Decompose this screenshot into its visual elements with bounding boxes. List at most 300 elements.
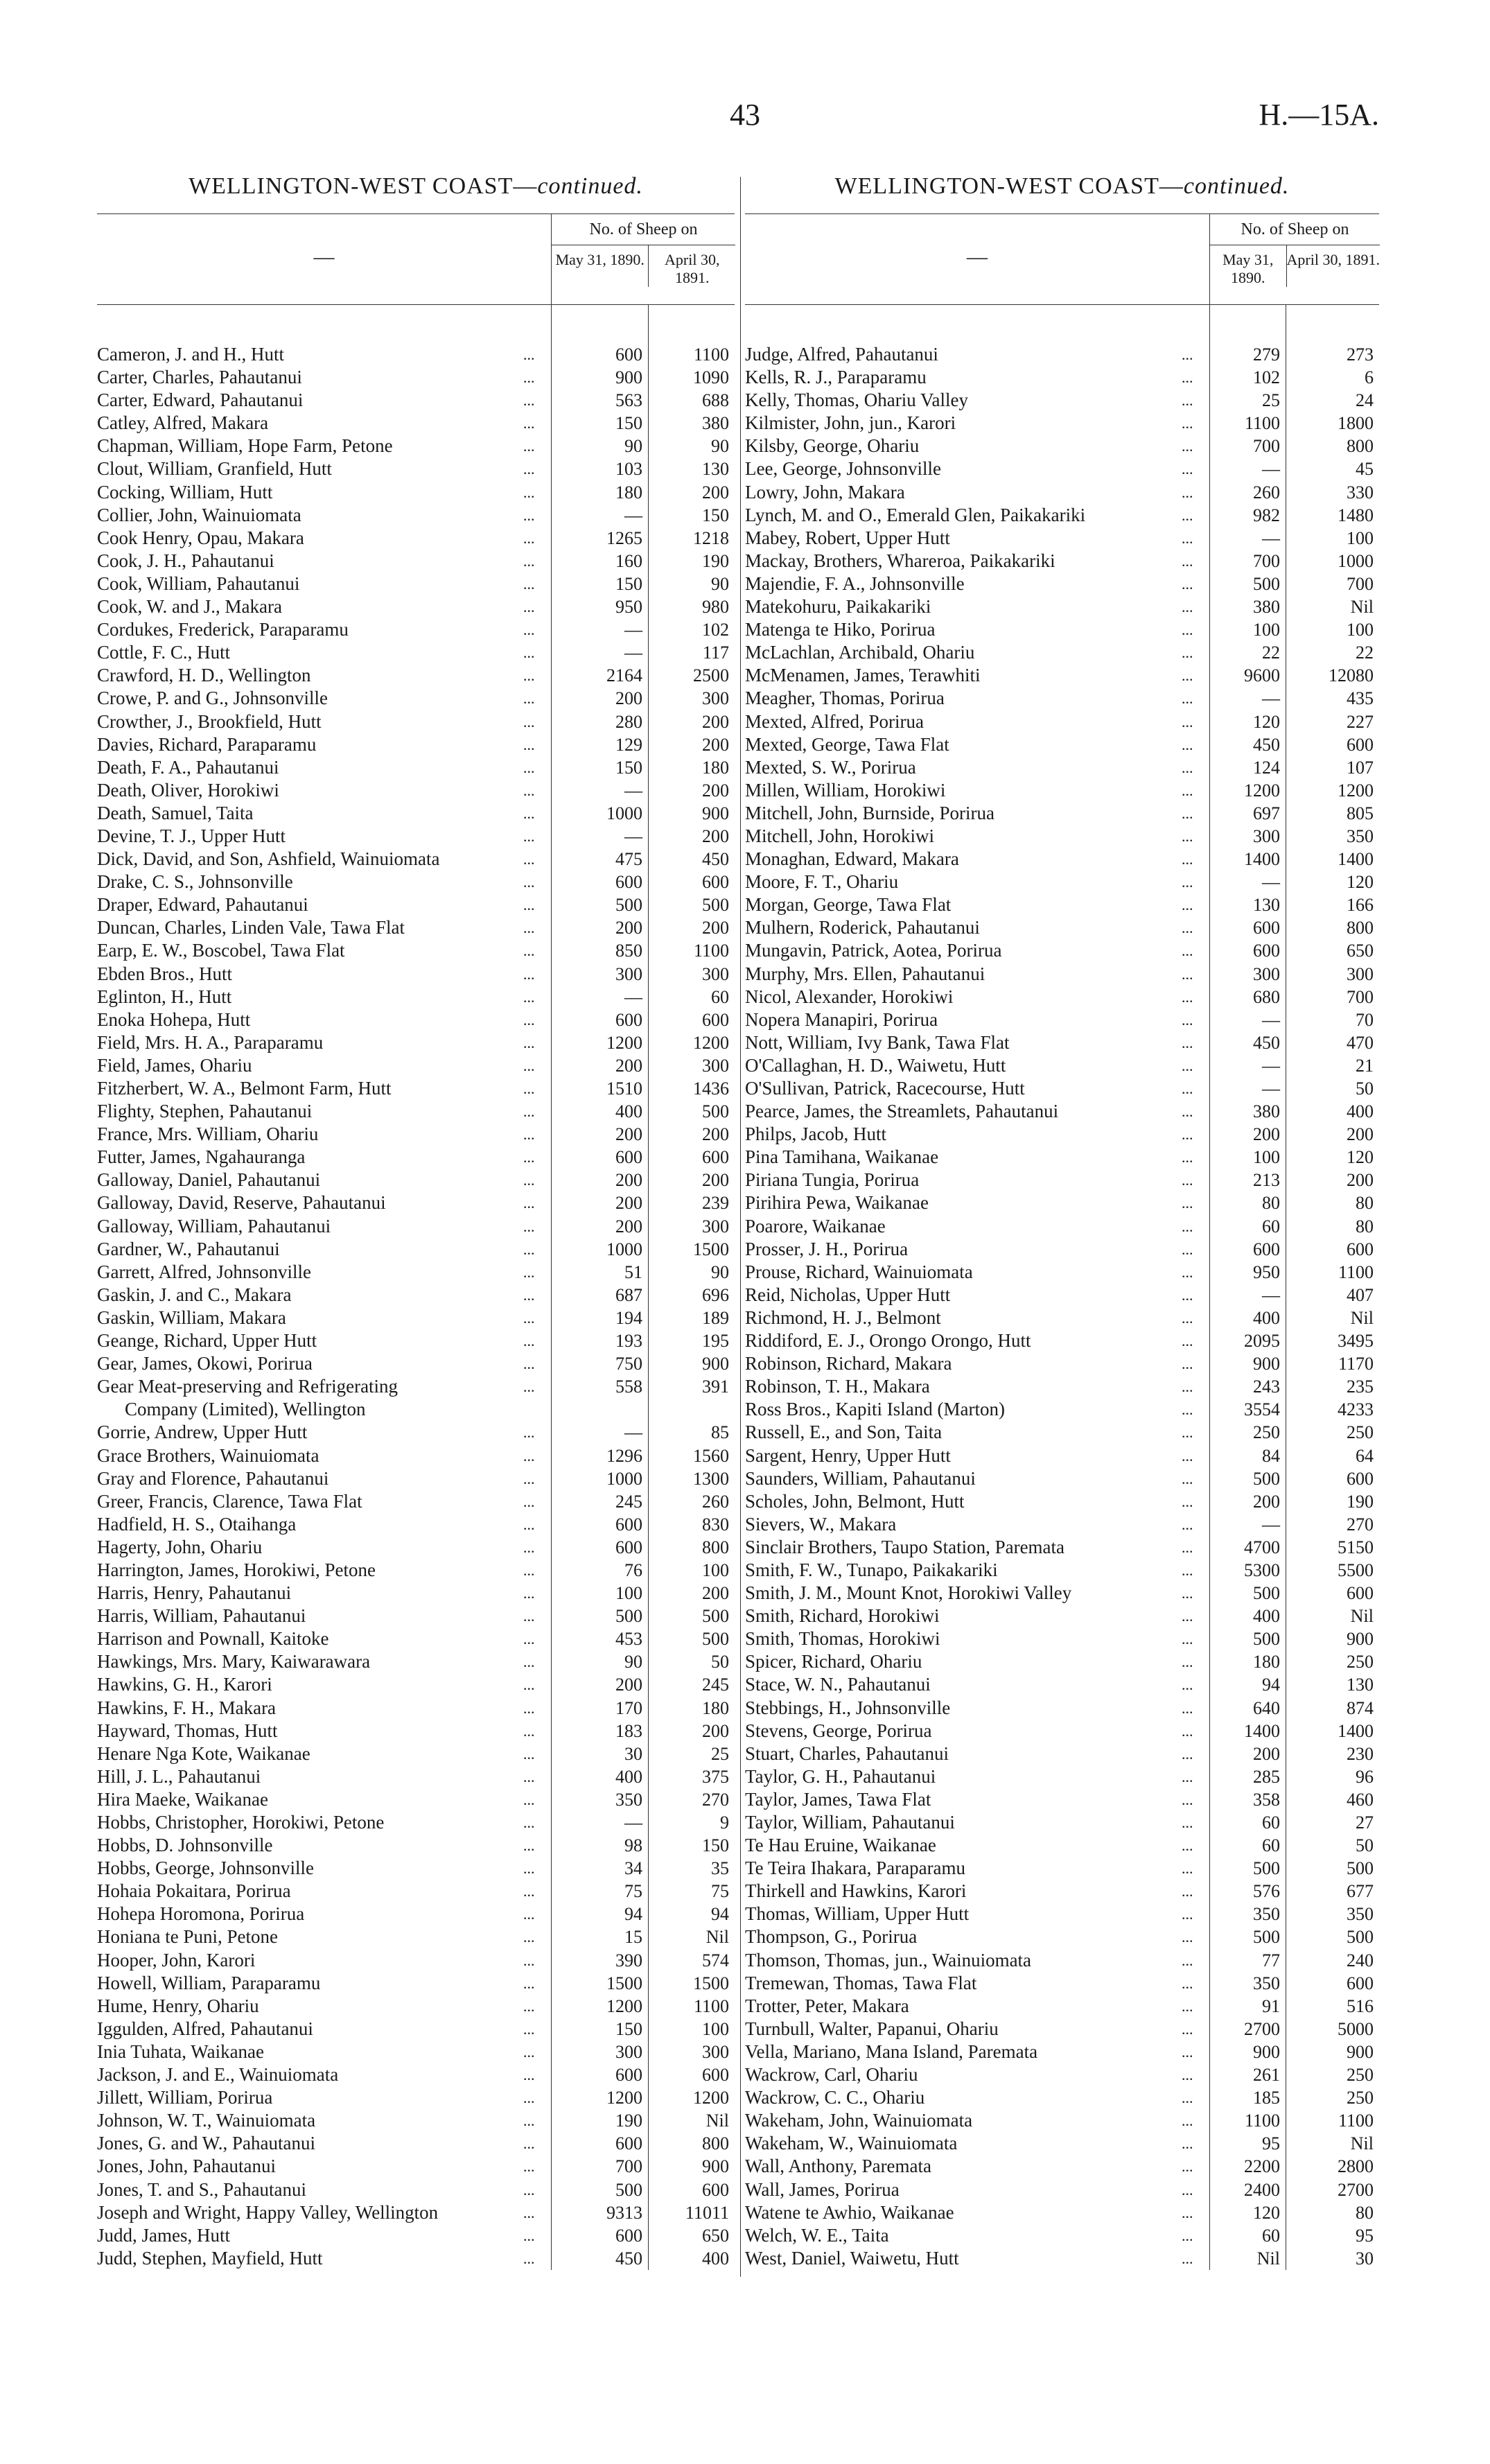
table-row [745, 848, 1379, 871]
leader-dots: ... [1182, 735, 1193, 753]
sheep-1890: 500 [615, 2179, 642, 2200]
table-body [97, 343, 735, 2270]
sheep-1890: 60 [1262, 2225, 1280, 2246]
sheep-1890: — [1262, 1514, 1280, 1535]
sheep-1891: 11011 [685, 2202, 729, 2223]
sheep-1890: 100 [1253, 620, 1280, 640]
leader-dots: ... [523, 1767, 535, 1785]
sheep-1890: 600 [1253, 1239, 1280, 1259]
table-row [97, 1742, 735, 1765]
sheep-1891: 117 [702, 643, 729, 663]
sheep-1890: 2400 [1244, 2179, 1280, 2200]
leader-dots: ... [523, 2066, 535, 2084]
table-row [97, 2155, 735, 2178]
sheep-1891: 435 [1347, 688, 1374, 709]
leader-dots: ... [523, 2043, 535, 2061]
owner-name: Geange, Richard, Upper Hutt [97, 1330, 317, 1352]
owner-name: Hadfield, H. S., Otaihanga [97, 1513, 297, 1535]
table-row [745, 1925, 1379, 1948]
leader-dots: ... [1182, 1332, 1193, 1350]
owner-name: Cook Henry, Opau, Makara [97, 527, 304, 548]
owner-name: Riddiford, E. J., Orongo Orongo, Hutt [745, 1330, 1031, 1352]
owner-name: Howell, William, Paraparamu [97, 1972, 321, 1993]
sheep-1891: 600 [702, 2179, 729, 2200]
leader-dots: ... [523, 2158, 535, 2176]
leader-dots: ... [523, 414, 535, 432]
leader-dots: ... [1182, 1492, 1193, 1510]
owner-name: Hooper, John, Karori [97, 1949, 256, 1971]
table-row [97, 1284, 735, 1307]
table-row [745, 1697, 1379, 1720]
table-row [97, 664, 735, 687]
sheep-1890: 2164 [606, 665, 642, 686]
table-row [745, 825, 1379, 848]
table-body [745, 343, 1379, 2270]
sheep-1890: 558 [615, 1377, 642, 1397]
sheep-1891: 900 [1347, 2041, 1374, 2062]
owner-name: Lynch, M. and O., Emerald Glen, Paikakariki [745, 504, 1086, 525]
leader-dots: ... [523, 1584, 535, 1602]
sheep-1890: 390 [615, 1950, 642, 1971]
table-row [745, 664, 1379, 687]
group-header-label: No. of Sheep on [552, 214, 735, 245]
leader-dots: ... [1182, 392, 1193, 410]
owner-name: Jones, G. and W., Pahautanui [97, 2133, 315, 2154]
table-row [97, 1490, 735, 1513]
owner-name: Mexted, S. W., Porirua [745, 756, 916, 778]
leader-dots: ... [1182, 437, 1193, 455]
owner-name: Wall, James, Porirua [745, 2178, 900, 2200]
leader-dots: ... [523, 1997, 535, 2015]
table-row [97, 412, 735, 435]
owner-name: Nicol, Alexander, Horokiwi [745, 986, 954, 1007]
leader-dots: ... [523, 735, 535, 753]
leader-dots: ... [523, 827, 535, 845]
column-divider [740, 177, 741, 2277]
sheep-1890: 1400 [1244, 849, 1280, 870]
table-row [745, 733, 1379, 756]
sheep-1891: 800 [702, 1537, 729, 1557]
sheep-1891: 107 [1347, 757, 1374, 778]
leader-dots: ... [1182, 2135, 1193, 2153]
table-row [745, 1811, 1379, 1834]
owner-name: Duncan, Charles, Linden Vale, Tawa Flat [97, 917, 405, 938]
table-row [745, 939, 1379, 962]
sheep-1890: 5300 [1244, 1559, 1280, 1580]
table-row [97, 366, 735, 389]
leader-dots: ... [523, 2112, 535, 2130]
sheep-1890: 680 [1253, 986, 1280, 1007]
table-row [745, 1834, 1379, 1857]
owner-name: Cook, W. and J., Makara [97, 596, 282, 618]
sheep-1890: 600 [615, 2065, 642, 2086]
sheep-1890: — [1262, 1055, 1280, 1076]
name-column-header: — [967, 245, 988, 268]
table-row [97, 1031, 735, 1054]
table-row [97, 2132, 735, 2155]
owner-name: Matenga te Hiko, Porirua [745, 619, 936, 640]
section-title-text: WELLINGTON-WEST COAST— [189, 173, 538, 199]
leader-dots: ... [523, 1745, 535, 1763]
sheep-1891: 25 [711, 1743, 729, 1764]
leader-dots: ... [523, 392, 535, 410]
leader-dots: ... [523, 1790, 535, 1808]
owner-name: Pearce, James, the Streamlets, Pahautanui [745, 1101, 1059, 1122]
table-row [97, 618, 735, 641]
sheep-1890: 95 [1262, 2133, 1280, 2154]
owner-name: Cook, J. H., Pahautanui [97, 550, 274, 571]
sheep-1890: 180 [1253, 1652, 1280, 1672]
sheep-1890: 129 [615, 734, 642, 755]
sheep-1891: 95 [1356, 2225, 1374, 2246]
leader-dots: ... [1182, 1699, 1193, 1717]
sheep-1891: 90 [711, 1261, 729, 1282]
sheep-1890: — [624, 620, 642, 640]
leader-dots: ... [1182, 1814, 1193, 1831]
sheep-1891: 1480 [1338, 505, 1374, 525]
sheep-1891: 250 [1347, 1652, 1374, 1672]
owner-name: Sinclair Brothers, Taupo Station, Paremata [745, 1536, 1065, 1557]
owner-name: France, Mrs. William, Ohariu [97, 1124, 319, 1145]
owner-name: Cottle, F. C., Hutt [97, 642, 231, 663]
owner-name: Mexted, Alfred, Porirua [745, 710, 924, 732]
table-row [97, 1421, 735, 1444]
owner-name: Mungavin, Patrick, Aotea, Porirua [745, 940, 1002, 961]
sheep-1891: 102 [702, 620, 729, 640]
column-rule [551, 305, 552, 2270]
sheep-1890: 900 [1253, 1354, 1280, 1374]
table-row [97, 1605, 735, 1627]
owner-name: Mitchell, John, Burnside, Porirua [745, 802, 994, 823]
sheep-1890: 600 [615, 1009, 642, 1030]
sheep-1890: — [624, 505, 642, 525]
sheep-1890: 160 [615, 550, 642, 571]
table-row [745, 1513, 1379, 1536]
table-row [745, 1949, 1379, 1972]
sheep-1891: 22 [1356, 643, 1374, 663]
sheep-1891: 200 [702, 780, 729, 801]
sheep-1890: 600 [615, 1514, 642, 1535]
leader-dots: ... [523, 1607, 535, 1625]
table-row [745, 1765, 1379, 1788]
table-row [97, 1650, 735, 1673]
owner-name: Taylor, James, Tawa Flat [745, 1788, 931, 1810]
sheep-1891: 200 [1347, 1124, 1374, 1145]
sheep-1891: 200 [702, 1170, 729, 1191]
sheep-1890: 380 [1253, 597, 1280, 618]
table-row [745, 1467, 1379, 1490]
sheep-1891: 516 [1347, 1995, 1374, 2016]
sheep-1890: 600 [1253, 941, 1280, 961]
table-row [97, 2224, 735, 2247]
table-row [97, 1880, 735, 1903]
sheep-1891: 1800 [1338, 413, 1374, 434]
leader-dots: ... [523, 1056, 535, 1074]
leader-dots: ... [523, 781, 535, 799]
leader-dots: ... [523, 621, 535, 639]
sheep-1890: 750 [615, 1354, 642, 1374]
sheep-1890: — [624, 986, 642, 1007]
owner-name: Cook, William, Pahautanui [97, 573, 300, 594]
sheep-1891: 120 [1347, 872, 1374, 893]
sheep-1890: 200 [1253, 1491, 1280, 1512]
table-row [745, 1421, 1379, 1444]
table-row [97, 2178, 735, 2201]
sheep-1891: 600 [702, 1009, 729, 1030]
sheep-1890: 2095 [1244, 1331, 1280, 1352]
sheep-1890: 380 [1253, 1101, 1280, 1122]
sheep-1891: 300 [702, 2041, 729, 2062]
leader-dots: ... [1182, 529, 1193, 547]
leader-dots: ... [1182, 781, 1193, 799]
leader-dots: ... [1182, 1905, 1193, 1923]
owner-name: Kilsby, George, Ohariu [745, 435, 920, 457]
sheep-1890: 400 [615, 1766, 642, 1787]
leader-dots: ... [523, 1126, 535, 1144]
sheep-1891: 12080 [1329, 665, 1374, 686]
table-row [97, 1513, 735, 1536]
owner-name: Collier, John, Wainuiomata [97, 504, 301, 525]
sheep-1890: 200 [615, 1055, 642, 1076]
sheep-1890: 700 [1253, 550, 1280, 571]
table-row [745, 1307, 1379, 1329]
table-row [745, 1146, 1379, 1169]
sheep-1890: 260 [1253, 482, 1280, 503]
sheep-1891: 600 [1347, 1239, 1374, 1259]
owner-name: Eglinton, H., Hutt [97, 986, 232, 1007]
leader-dots: ... [523, 2181, 535, 2199]
sheep-1890: 900 [615, 367, 642, 388]
section-title-suffix: continued. [537, 173, 643, 199]
sheep-1890: 91 [1262, 1995, 1280, 2016]
section-title [745, 173, 1379, 209]
table-row [97, 641, 735, 664]
table-row [745, 1398, 1379, 1421]
sheep-1890: 400 [615, 1101, 642, 1122]
sheep-1890: 697 [1253, 803, 1280, 823]
leader-dots: ... [1182, 1584, 1193, 1602]
sheep-1890: 982 [1253, 505, 1280, 525]
table-row [745, 2247, 1379, 2270]
owner-name: Flighty, Stephen, Pahautanui [97, 1101, 313, 1122]
table-row [745, 2086, 1379, 2109]
leader-dots: ... [523, 1171, 535, 1189]
owner-name: Davies, Richard, Paraparamu [97, 733, 317, 755]
table-row [97, 1238, 735, 1261]
section-title-text: WELLINGTON-WEST COAST— [834, 173, 1184, 199]
leader-dots: ... [523, 1309, 535, 1327]
owner-name: Iggulden, Alfred, Pahautanui [97, 2018, 313, 2039]
sheep-1890: 280 [615, 711, 642, 732]
owner-name: Welch, W. E., Taita [745, 2224, 889, 2246]
owner-name: Cameron, J. and H., Hutt [97, 344, 284, 365]
leader-dots: ... [523, 919, 535, 937]
leader-dots: ... [1182, 2043, 1193, 2061]
sheep-1891: 5500 [1338, 1559, 1374, 1580]
sheep-1891: 700 [1347, 986, 1374, 1007]
table-row [745, 1375, 1379, 1398]
table-row [745, 1903, 1379, 1925]
table-row [97, 1857, 735, 1880]
sheep-1891: 500 [702, 1101, 729, 1122]
sheep-1891: 407 [1347, 1284, 1374, 1305]
table-row [97, 1765, 735, 1788]
leader-dots: ... [523, 988, 535, 1006]
leader-dots: ... [1182, 1011, 1193, 1029]
sheep-1890: 103 [615, 459, 642, 480]
owner-name: Hobbs, Christopher, Horokiwi, Petone [97, 1812, 385, 1833]
sheep-1891: 1100 [693, 1995, 729, 2016]
table-row [745, 2132, 1379, 2155]
leader-dots: ... [523, 1814, 535, 1831]
sheep-1891: 27 [1356, 1812, 1374, 1833]
owner-name: Russell, E., and Son, Taita [745, 1422, 943, 1443]
table-row [97, 2041, 735, 2063]
table-row [745, 1123, 1379, 1146]
sheep-1891: 1100 [693, 941, 729, 961]
sheep-1891: 200 [702, 1124, 729, 1145]
owner-name: Field, James, Ohariu [97, 1054, 252, 1076]
sheep-1890: 358 [1253, 1789, 1280, 1810]
leader-dots: ... [1182, 965, 1193, 983]
group-header-label: No. of Sheep on [1210, 214, 1380, 245]
sheep-1890: 9600 [1244, 665, 1280, 686]
sheep-1891: 190 [702, 550, 729, 571]
leader-dots: ... [1182, 483, 1193, 501]
leader-dots: ... [523, 2249, 535, 2267]
sheep-1890: 200 [1253, 1124, 1280, 1145]
owner-name: Hawkins, F. H., Makara [97, 1697, 277, 1718]
owner-name: Death, Samuel, Taita [97, 802, 254, 823]
date-headers [1210, 245, 1380, 287]
owner-name: Carter, Edward, Pahautanui [97, 390, 304, 411]
owner-name: Cordukes, Frederick, Paraparamu [97, 619, 349, 640]
leader-dots: ... [1182, 2226, 1193, 2244]
sheep-1891: 94 [711, 1904, 729, 1925]
sheep-1891: 300 [702, 963, 729, 984]
leader-dots: ... [1182, 804, 1193, 822]
leader-dots: ... [523, 1676, 535, 1694]
owner-name: Galloway, William, Pahautanui [97, 1215, 331, 1237]
table-row [97, 481, 735, 504]
owner-name: Grace Brothers, Wainuiomata [97, 1444, 319, 1466]
table-row [97, 1329, 735, 1352]
leader-dots: ... [523, 873, 535, 891]
leader-dots: ... [523, 1263, 535, 1281]
sheep-1891: Nil [705, 1927, 729, 1948]
owner-name: Cocking, William, Hutt [97, 481, 273, 503]
owner-name: O'Sullivan, Patrick, Racecourse, Hutt [745, 1078, 1025, 1099]
sheep-1891: 30 [1356, 2248, 1374, 2269]
owner-name: Vella, Mariano, Mana Island, Paremata [745, 2041, 1038, 2062]
leader-dots: ... [1182, 552, 1193, 570]
table-row [97, 2201, 735, 2224]
owner-name: Scholes, John, Belmont, Hutt [745, 1490, 965, 1512]
leader-dots: ... [1182, 942, 1193, 960]
owner-name: Galloway, David, Reserve, Pahautanui [97, 1192, 386, 1214]
sheep-1890: 200 [615, 1675, 642, 1695]
leader-dots: ... [523, 1630, 535, 1648]
sheep-1890: — [624, 643, 642, 663]
owner-name: Robinson, Richard, Makara [745, 1353, 952, 1374]
owner-name: Hira Maeke, Waikanae [97, 1788, 268, 1810]
sheep-1891: 189 [702, 1307, 729, 1328]
table-row [97, 1261, 735, 1284]
table-row [745, 687, 1379, 710]
sheep-1890: 1400 [1244, 1720, 1280, 1741]
table-row [745, 550, 1379, 573]
sheep-1890: 300 [615, 963, 642, 984]
leader-dots: ... [523, 1378, 535, 1396]
sheep-1890: 34 [624, 1858, 642, 1879]
leader-dots: ... [1182, 1355, 1193, 1373]
sheep-1891 [651, 1398, 735, 1421]
sheep-1890: 185 [1253, 2088, 1280, 2108]
owner-name: Harris, Henry, Pahautanui [97, 1582, 292, 1604]
sheep-1891: 696 [702, 1284, 729, 1305]
leader-dots: ... [1182, 873, 1193, 891]
leader-dots: ... [523, 460, 535, 478]
owner-name: Majendie, F. A., Johnsonville [745, 573, 965, 594]
sheep-1890: 90 [624, 1652, 642, 1672]
sheep-1890: — [624, 1422, 642, 1443]
owner-name: Futter, James, Ngahauranga [97, 1146, 306, 1168]
sheep-1891: 1200 [693, 1032, 729, 1053]
name-column-header: — [313, 245, 335, 268]
sheep-1891: 85 [711, 1422, 729, 1443]
owner-name: Greer, Francis, Clarence, Tawa Flat [97, 1490, 362, 1512]
sheep-1890: 124 [1253, 757, 1280, 778]
owner-name: Taylor, G. H., Pahautanui [745, 1765, 936, 1787]
owner-name: Wakeham, W., Wainuiomata [745, 2133, 958, 2154]
sheep-1890: 900 [1253, 2041, 1280, 2062]
table-row [745, 1673, 1379, 1696]
sheep-1891: 200 [702, 825, 729, 846]
sheep-1890: 3554 [1244, 1399, 1280, 1420]
table-row [745, 641, 1379, 664]
sheep-1890: 576 [1253, 1881, 1280, 1902]
sheep-1891: 200 [1347, 1170, 1374, 1191]
leader-dots: ... [523, 369, 535, 387]
leader-dots: ... [1182, 1171, 1193, 1189]
table-row [97, 1008, 735, 1031]
table-row [97, 527, 735, 550]
leader-dots: ... [523, 1011, 535, 1029]
sheep-1890: 1200 [606, 1995, 642, 2016]
sheep-1890: 150 [615, 413, 642, 434]
leader-dots: ... [523, 896, 535, 914]
table-row [97, 802, 735, 825]
sheep-1890: 150 [615, 757, 642, 778]
sheep-1890: 350 [1253, 1904, 1280, 1925]
owner-name: Monaghan, Edward, Makara [745, 848, 959, 870]
leader-dots: ... [1182, 667, 1193, 685]
owner-name: Lowry, John, Makara [745, 481, 905, 503]
owner-name: Gray and Florence, Pahautanui [97, 1467, 329, 1489]
table-row [97, 2109, 735, 2132]
owner-name: Richmond, H. J., Belmont [745, 1307, 941, 1328]
sheep-1891: 2500 [693, 665, 729, 686]
leader-dots: ... [1182, 1974, 1193, 1992]
leader-dots: ... [523, 2226, 535, 2244]
date-header-1890: May 31, 1890. [555, 251, 645, 268]
sheep-1891: 240 [1347, 1950, 1374, 1971]
sheep-1891: 90 [711, 573, 729, 594]
sheep-1890: 950 [615, 597, 642, 618]
sheep-1891: 300 [1347, 963, 1374, 984]
leader-dots: ... [523, 575, 535, 593]
sheep-1890: 200 [1253, 1743, 1280, 1764]
